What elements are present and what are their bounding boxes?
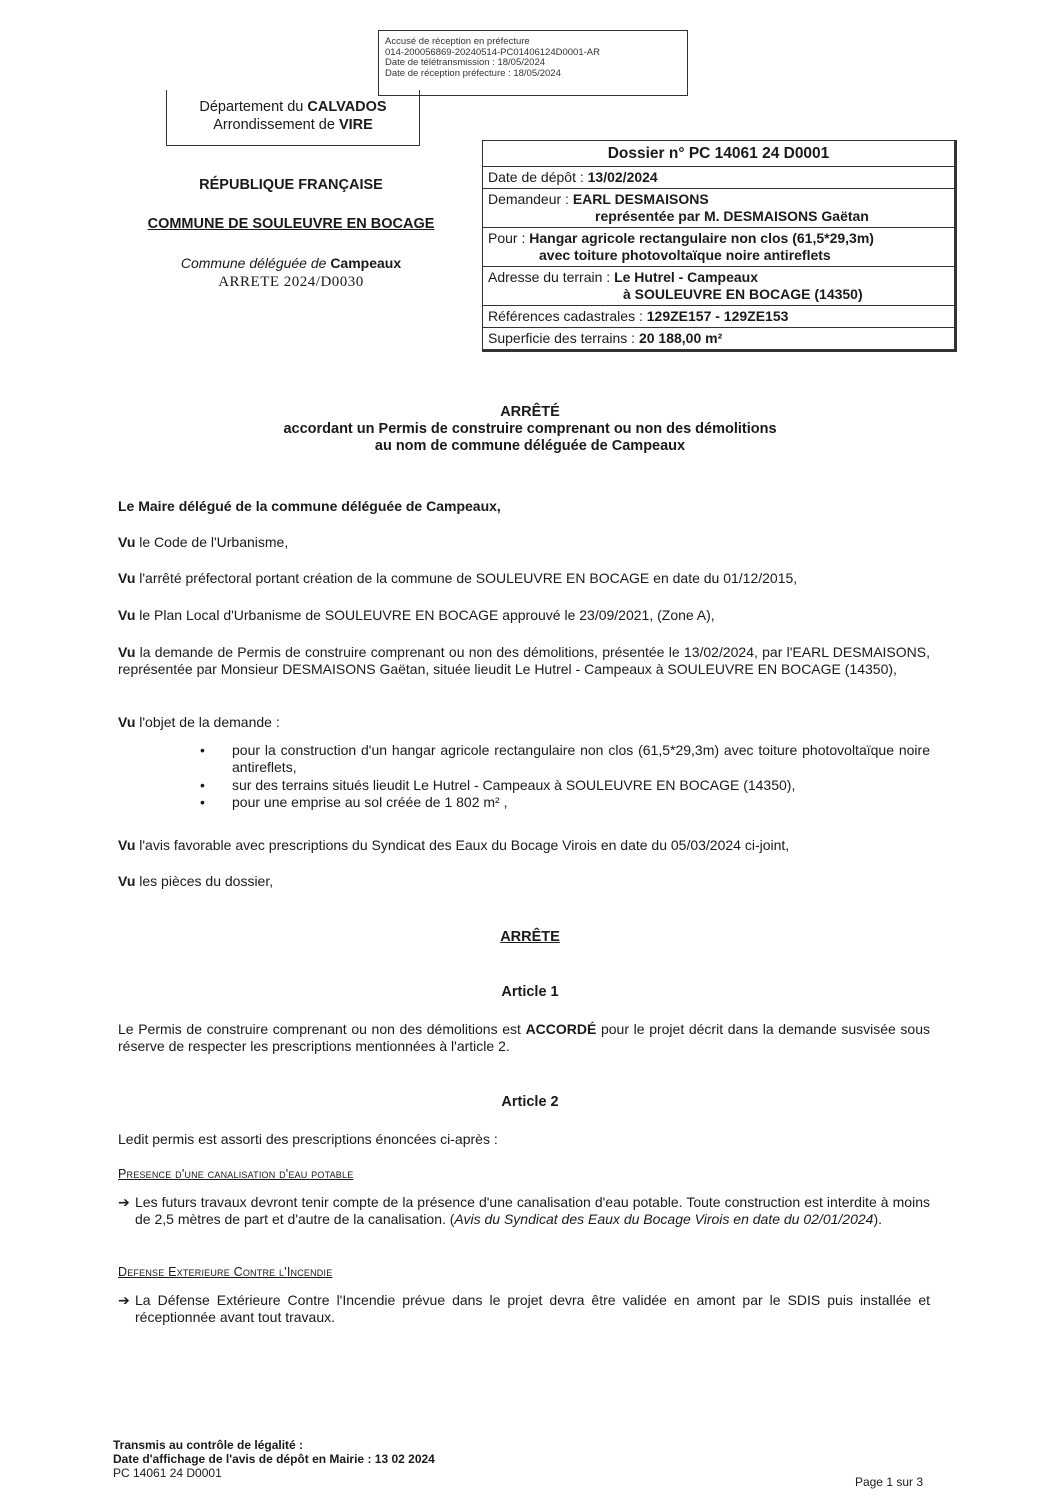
objet-list: [200, 742, 930, 810]
stamp-line: Accusé de réception en préfecture: [385, 36, 530, 47]
dossier-row-demandeur: [483, 188, 954, 227]
vu-pieces: [118, 873, 930, 890]
list-item: • sur des terrains situés lieudit Le Hutrel - Campeaux à SOULEUVRE EN BOCAGE (14350),: [200, 777, 796, 793]
list-item: • pour une emprise au sol créée de 1 802 m² ,: [200, 793, 508, 810]
footer-dossier-ref: PC 14061 24 D0001: [113, 1466, 222, 1480]
dossier-row-pour: [483, 227, 954, 266]
refs-label: Références cadastrales :: [488, 308, 647, 324]
dept-prefix: Département du: [199, 99, 308, 115]
title-line1: ARRÊTÉ: [500, 404, 560, 420]
arr-prefix: Arrondissement de: [213, 117, 339, 133]
reception-stamp: [378, 30, 688, 96]
heading-defense-incendie: Defense Exterieure Contre l'Incendie: [118, 1265, 333, 1279]
arrete-title: [120, 404, 940, 455]
adresse-label: Adresse du terrain :: [488, 269, 615, 285]
vu-arrete-prefectoral: [118, 570, 930, 587]
heading-canalisation: Presence d'une canalisation d'eau potable: [118, 1167, 354, 1181]
vu-label: Vu: [118, 837, 136, 853]
commune-heading: COMMUNE DE SOULEUVRE EN BOCAGE: [147, 216, 435, 232]
vu-plu: [118, 607, 930, 624]
article1-title: Article 1: [501, 984, 559, 1000]
arrow-icon: ➔: [118, 1292, 130, 1308]
commune-deleguee: [130, 255, 452, 271]
demandeur-line2: représentée par M. DESMAISONS Gaëtan: [595, 208, 869, 224]
pour-value: Hangar agricole rectangulaire non clos (61,5*29,3m): [529, 230, 874, 246]
footer-affichage-date: 13 02 2024: [374, 1452, 435, 1466]
vu-text: le Code de l'Urbanisme,: [135, 534, 289, 550]
prescription-italic: Avis du Syndicat des Eaux du Bocage Virois en date du 02/01/2024: [454, 1210, 874, 1227]
dossier-row-depot: [483, 166, 954, 188]
stamp-line: Date de réception préfecture : 18/05/2024: [385, 67, 561, 79]
dossier-table: [482, 140, 957, 352]
vu-label: Vu: [118, 644, 136, 660]
list-item-text: pour la construction d'un hangar agricole rectangulaire non clos (61,5*29,3m) avec toiture photovoltaïque noire antireflets,: [232, 742, 930, 775]
dossier-row-references: [483, 305, 954, 327]
vu-label: Vu: [118, 607, 136, 623]
vu-demande: [118, 644, 930, 677]
arrow-icon: ➔: [118, 1194, 130, 1210]
arr-name: VIRE: [338, 117, 373, 133]
arrete-number: ARRETE 2024/D0030: [218, 274, 364, 290]
title-line2: accordant un Permis de construire comprenant ou non des démolitions: [283, 421, 777, 437]
vu-text: l'objet de la demande :: [135, 714, 280, 730]
list-item-text: sur des terrains situés lieudit Le Hutrel - Campeaux à SOULEUVRE EN BOCAGE (14350),: [232, 777, 796, 793]
vu-text: les pièces du dossier,: [135, 873, 274, 889]
prescription-end: ).: [873, 1210, 882, 1227]
prescription-text: Les futurs travaux devront tenir compte de la présence d'une canalisation d'eau potable. Toute construction est interdite à moins de 2,5 mètres de part et d'autre de la canalisation. (: [135, 1194, 930, 1227]
superficie-value: 20 188,00 m²: [638, 330, 723, 346]
vu-label: Vu: [118, 873, 136, 889]
vu-text: l'avis favorable avec prescriptions du Syndicat des Eaux du Bocage Virois en date du 05/03/2024 ci-joint,: [135, 837, 790, 853]
list-item-text: pour une emprise au sol créée de 1 802 m² ,: [232, 793, 508, 810]
stamp-line: Date de télétransmission : 18/05/2024: [385, 57, 546, 68]
pour-label: Pour :: [488, 230, 530, 246]
refs-value: 129ZE157 - 129ZE153: [646, 308, 789, 324]
prescription-incendie: [118, 1292, 930, 1325]
deleguee-prefix: Commune déléguée de: [180, 255, 331, 271]
prescription-canalisation: [118, 1194, 930, 1227]
republique-heading: RÉPUBLIQUE FRANÇAISE: [199, 177, 383, 193]
title-line3: au nom de commune déléguée de Campeaux: [374, 438, 686, 454]
vu-avis: [118, 837, 930, 854]
article1-post: pour le projet décrit dans la demande susvisée sous réserve de respecter les prescriptions mentionnées à l'article 2.: [118, 1021, 930, 1054]
footer-affichage-label: Date d'affichage de l'avis de dépôt en Mairie :: [113, 1452, 375, 1466]
vu-text: le Plan Local d'Urbanisme de SOULEUVRE EN BOCAGE approuvé le 23/09/2021, (Zone A),: [135, 607, 715, 623]
dossier-row-adresse: [483, 266, 954, 305]
arrete-heading: ARRÊTE: [500, 929, 560, 945]
vu-objet: [118, 714, 930, 731]
demandeur-value: EARL DESMAISONS: [572, 191, 709, 207]
vu-label: Vu: [118, 714, 136, 730]
prescription-text: La Défense Extérieure Contre l'Incendie prévue dans le projet devra être validée en amont par le SDIS puis installée et réceptionnée avant tout travaux.: [135, 1292, 930, 1325]
demandeur-label: Demandeur :: [488, 191, 573, 207]
vu-text: l'arrêté préfectoral portant création de la commune de SOULEUVRE EN BOCAGE en date du 01/12/2015,: [135, 570, 798, 586]
dept-name: CALVADOS: [307, 99, 387, 115]
vu-label: Vu: [118, 570, 136, 586]
stamp-line: 014-200056869-20240514-PC01406124D0001-AR: [385, 46, 600, 58]
article1-text: [118, 1021, 930, 1054]
vu-text: la demande de Permis de construire comprenant ou non des démolitions, présentée le 13/02/2024, par l'EARL DESMAISONS, représentée par Monsieur DESMAISONS Gaëtan, située lieudit Le Hutrel - Campeaux à SOULEUVRE EN BOCAGE (14350),: [118, 644, 930, 677]
list-item: • pour la construction d'un hangar agricole rectangulaire non clos (61,5*29,3m) avec toiture photovoltaïque noire antireflets,: [200, 742, 930, 775]
depot-label: Date de dépôt :: [488, 169, 588, 185]
footer-controle: Transmis au contrôle de légalité :: [113, 1438, 304, 1452]
article1-pre: Le Permis de construire comprenant ou non des démolitions est: [118, 1021, 526, 1037]
page-number: Page 1 sur 3: [854, 1475, 923, 1489]
dossier-title: Dossier n° PC 14061 24 D0001: [607, 145, 830, 162]
department-box: [166, 90, 420, 146]
dossier-row-superficie: [483, 327, 954, 349]
adresse-value: Le Hutrel - Campeaux: [614, 269, 758, 285]
maire-line: Le Maire délégué de la commune déléguée de Campeaux,: [118, 498, 501, 514]
article2-intro: Ledit permis est assorti des prescriptions énoncées ci-après :: [118, 1131, 498, 1147]
vu-label: Vu: [118, 534, 136, 550]
superficie-label: Superficie des terrains :: [488, 330, 639, 346]
deleguee-name: Campeaux: [330, 255, 402, 271]
footer: [113, 1438, 435, 1480]
pour-line2: avec toiture photovoltaïque noire antireflets: [539, 247, 831, 263]
depot-value: 13/02/2024: [587, 169, 658, 185]
adresse-line2: à SOULEUVRE EN BOCAGE (14350): [623, 286, 863, 302]
vu-code-urbanisme: [118, 534, 930, 551]
article2-title: Article 2: [501, 1094, 559, 1110]
article1-accorde: ACCORDÉ: [525, 1021, 597, 1037]
